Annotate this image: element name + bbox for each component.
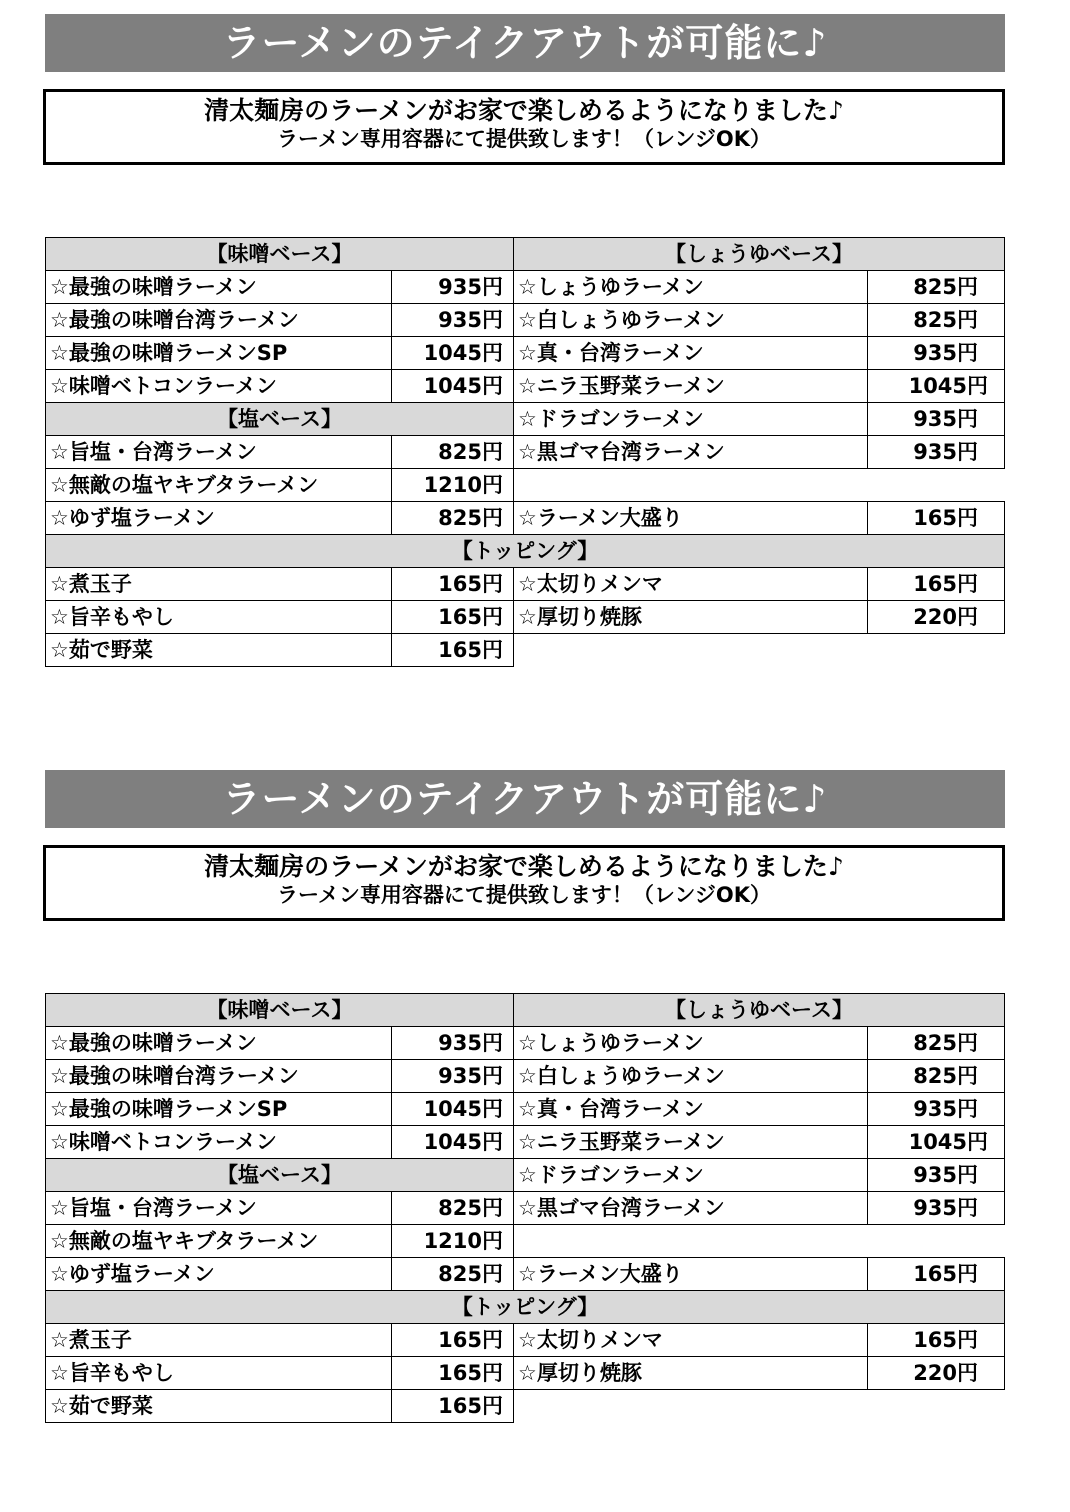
item-name: ☆太切りメンマ: [514, 1324, 868, 1357]
item-price: 1210円: [392, 469, 514, 502]
item-name: ☆太切りメンマ: [514, 568, 868, 601]
item-name: ☆最強の味噌ラーメン: [46, 1027, 392, 1060]
item-price: 825円: [392, 1258, 514, 1291]
item-name: ☆ゆず塩ラーメン: [46, 1258, 392, 1291]
item-price: 165円: [868, 502, 1005, 535]
item-price: 935円: [392, 1060, 514, 1093]
item-name: ☆煮玉子: [46, 1324, 392, 1357]
item-price: 220円: [868, 1357, 1005, 1390]
item-name: ☆旨塩・台湾ラーメン: [46, 1192, 392, 1225]
item-price: 825円: [868, 1060, 1005, 1093]
notice-line-1: 清太麺房のラーメンがお家で楽しめるようになりました♪: [204, 96, 844, 125]
item-price: 935円: [868, 1093, 1005, 1126]
notice-box: [43, 845, 1005, 921]
item-price: 1210円: [392, 1225, 514, 1258]
item-name: ☆最強の味噌ラーメン: [46, 271, 392, 304]
empty-cell: [514, 634, 1005, 667]
item-price: 165円: [392, 1357, 514, 1390]
item-name: ☆煮玉子: [46, 568, 392, 601]
item-price: 165円: [392, 601, 514, 634]
item-price: 165円: [868, 1258, 1005, 1291]
section-header-shoyu: 【しょうゆベース】: [514, 238, 1005, 271]
item-price: 935円: [868, 436, 1005, 469]
section-header-shoyu: 【しょうゆベース】: [514, 994, 1005, 1027]
item-name: ☆無敵の塩ヤキブタラーメン: [46, 1225, 392, 1258]
item-name: ☆茹で野菜: [46, 1390, 392, 1423]
item-price: 165円: [392, 568, 514, 601]
item-name: ☆無敵の塩ヤキブタラーメン: [46, 469, 392, 502]
item-name: ☆ニラ玉野菜ラーメン: [514, 370, 868, 403]
menu-table: [45, 237, 1005, 667]
item-price: 1045円: [868, 1126, 1005, 1159]
item-price: 935円: [868, 1159, 1005, 1192]
item-price: 1045円: [392, 370, 514, 403]
item-name: ☆最強の味噌台湾ラーメン: [46, 1060, 392, 1093]
item-price: 825円: [392, 502, 514, 535]
section-header-miso: 【味噌ベース】: [46, 238, 514, 271]
empty-cell: [514, 1225, 1005, 1258]
item-name: ☆最強の味噌ラーメンSP: [46, 1093, 392, 1126]
item-name: ☆旨辛もやし: [46, 1357, 392, 1390]
item-price: 935円: [868, 403, 1005, 436]
item-price: 825円: [392, 1192, 514, 1225]
section-header-shio: 【塩ベース】: [46, 403, 514, 436]
item-price: 1045円: [392, 337, 514, 370]
item-name: ☆ドラゴンラーメン: [514, 1159, 868, 1192]
item-name: ☆ラーメン大盛り: [514, 502, 868, 535]
item-name: ☆ゆず塩ラーメン: [46, 502, 392, 535]
item-name: ☆茹で野菜: [46, 634, 392, 667]
item-name: ☆味噌ベトコンラーメン: [46, 370, 392, 403]
section-header-topping: 【トッピング】: [46, 535, 1005, 568]
item-name: ☆厚切り焼豚: [514, 601, 868, 634]
section-header-topping: 【トッピング】: [46, 1291, 1005, 1324]
item-name: ☆ラーメン大盛り: [514, 1258, 868, 1291]
item-price: 165円: [868, 1324, 1005, 1357]
takeout-flyer: [0, 756, 1070, 1512]
section-header-shio: 【塩ベース】: [46, 1159, 514, 1192]
item-name: ☆味噌ベトコンラーメン: [46, 1126, 392, 1159]
item-name: ☆真・台湾ラーメン: [514, 1093, 868, 1126]
item-price: 220円: [868, 601, 1005, 634]
notice-line-2: ラーメン専用容器にて提供致します！（レンジOK）: [276, 883, 772, 907]
menu-table: [45, 993, 1005, 1423]
item-name: ☆しょうゆラーメン: [514, 1027, 868, 1060]
item-price: 825円: [868, 1027, 1005, 1060]
item-name: ☆旨塩・台湾ラーメン: [46, 436, 392, 469]
item-price: 165円: [392, 1390, 514, 1423]
notice-line-1: 清太麺房のラーメンがお家で楽しめるようになりました♪: [204, 852, 844, 881]
item-price: 935円: [392, 304, 514, 337]
notice-line-2: ラーメン専用容器にて提供致します！（レンジOK）: [276, 127, 772, 151]
item-price: 935円: [392, 271, 514, 304]
item-price: 165円: [392, 634, 514, 667]
item-name: ☆黒ゴマ台湾ラーメン: [514, 436, 868, 469]
banner-title: ラーメンのテイクアウトが可能に♪: [45, 14, 1005, 72]
item-price: 935円: [868, 1192, 1005, 1225]
item-name: ☆白しょうゆラーメン: [514, 1060, 868, 1093]
notice-box: [43, 89, 1005, 165]
item-name: ☆しょうゆラーメン: [514, 271, 868, 304]
item-price: 825円: [868, 304, 1005, 337]
item-name: ☆真・台湾ラーメン: [514, 337, 868, 370]
item-name: ☆白しょうゆラーメン: [514, 304, 868, 337]
item-price: 1045円: [868, 370, 1005, 403]
item-name: ☆ドラゴンラーメン: [514, 403, 868, 436]
item-price: 1045円: [392, 1093, 514, 1126]
item-price: 935円: [868, 337, 1005, 370]
section-header-miso: 【味噌ベース】: [46, 994, 514, 1027]
item-price: 165円: [868, 568, 1005, 601]
item-name: ☆黒ゴマ台湾ラーメン: [514, 1192, 868, 1225]
item-name: ☆ニラ玉野菜ラーメン: [514, 1126, 868, 1159]
banner-title: ラーメンのテイクアウトが可能に♪: [45, 770, 1005, 828]
item-price: 1045円: [392, 1126, 514, 1159]
item-name: ☆厚切り焼豚: [514, 1357, 868, 1390]
item-name: ☆旨辛もやし: [46, 601, 392, 634]
item-price: 165円: [392, 1324, 514, 1357]
item-name: ☆最強の味噌ラーメンSP: [46, 337, 392, 370]
empty-cell: [514, 1390, 1005, 1423]
item-price: 935円: [392, 1027, 514, 1060]
empty-cell: [514, 469, 1005, 502]
item-price: 825円: [868, 271, 1005, 304]
item-name: ☆最強の味噌台湾ラーメン: [46, 304, 392, 337]
item-price: 825円: [392, 436, 514, 469]
